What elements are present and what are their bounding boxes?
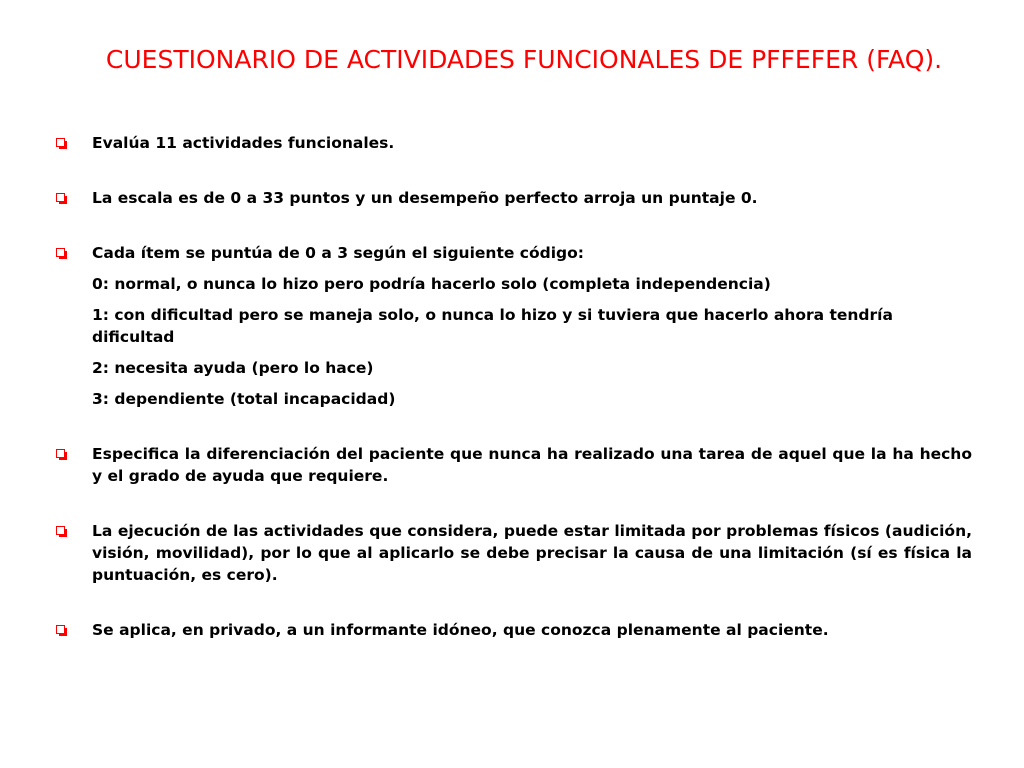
score-code-3: 3: dependiente (total incapacidad) (92, 390, 396, 408)
bullet-item (56, 520, 972, 586)
bullet-item (56, 132, 972, 154)
score-code-0: 0: normal, o nunca lo hizo pero podría hacerlo solo (completa independencia) (92, 275, 771, 293)
bullet-text: Cada ítem se puntúa de 0 a 3 según el siguiente código: (92, 244, 584, 262)
hollow-square-bullet-icon (56, 193, 65, 202)
score-code-1: 1: con dificultad pero se maneja solo, o nunca lo hizo y si tuviera que hacerlo ahora tendría dificultad (92, 306, 893, 346)
bullet-list (56, 132, 972, 641)
hollow-square-bullet-icon (56, 625, 65, 634)
hollow-square-bullet-icon (56, 526, 65, 535)
hollow-square-bullet-icon (56, 138, 65, 147)
bullet-item (56, 443, 972, 487)
bullet-text: La ejecución de las actividades que considera, puede estar limitada por problemas físicos (audición, visión, movilidad), por lo que al aplicarlo se debe precisar la causa de una limitación (sí es física la puntuación, es cero). (92, 522, 972, 584)
bullet-text: Evalúa 11 actividades funcionales. (92, 134, 395, 152)
score-code-2: 2: necesita ayuda (pero lo hace) (92, 359, 374, 377)
hollow-square-bullet-icon (56, 248, 65, 257)
bullet-text: Especifica la diferenciación del paciente que nunca ha realizado una tarea de aquel que la ha hecho y el grado de ayuda que requiere. (92, 445, 972, 485)
bullet-item (56, 619, 972, 641)
bullet-item (56, 242, 972, 264)
bullet-item (56, 187, 972, 209)
slide-title: CUESTIONARIO DE ACTIVIDADES FUNCIONALES DE PFFEFER (FAQ). (105, 45, 943, 74)
bullet-text: Se aplica, en privado, a un informante idóneo, que conozca plenamente al paciente. (92, 621, 829, 639)
hollow-square-bullet-icon (56, 449, 65, 458)
bullet-text: La escala es de 0 a 33 puntos y un desempeño perfecto arroja un puntaje 0. (92, 189, 758, 207)
